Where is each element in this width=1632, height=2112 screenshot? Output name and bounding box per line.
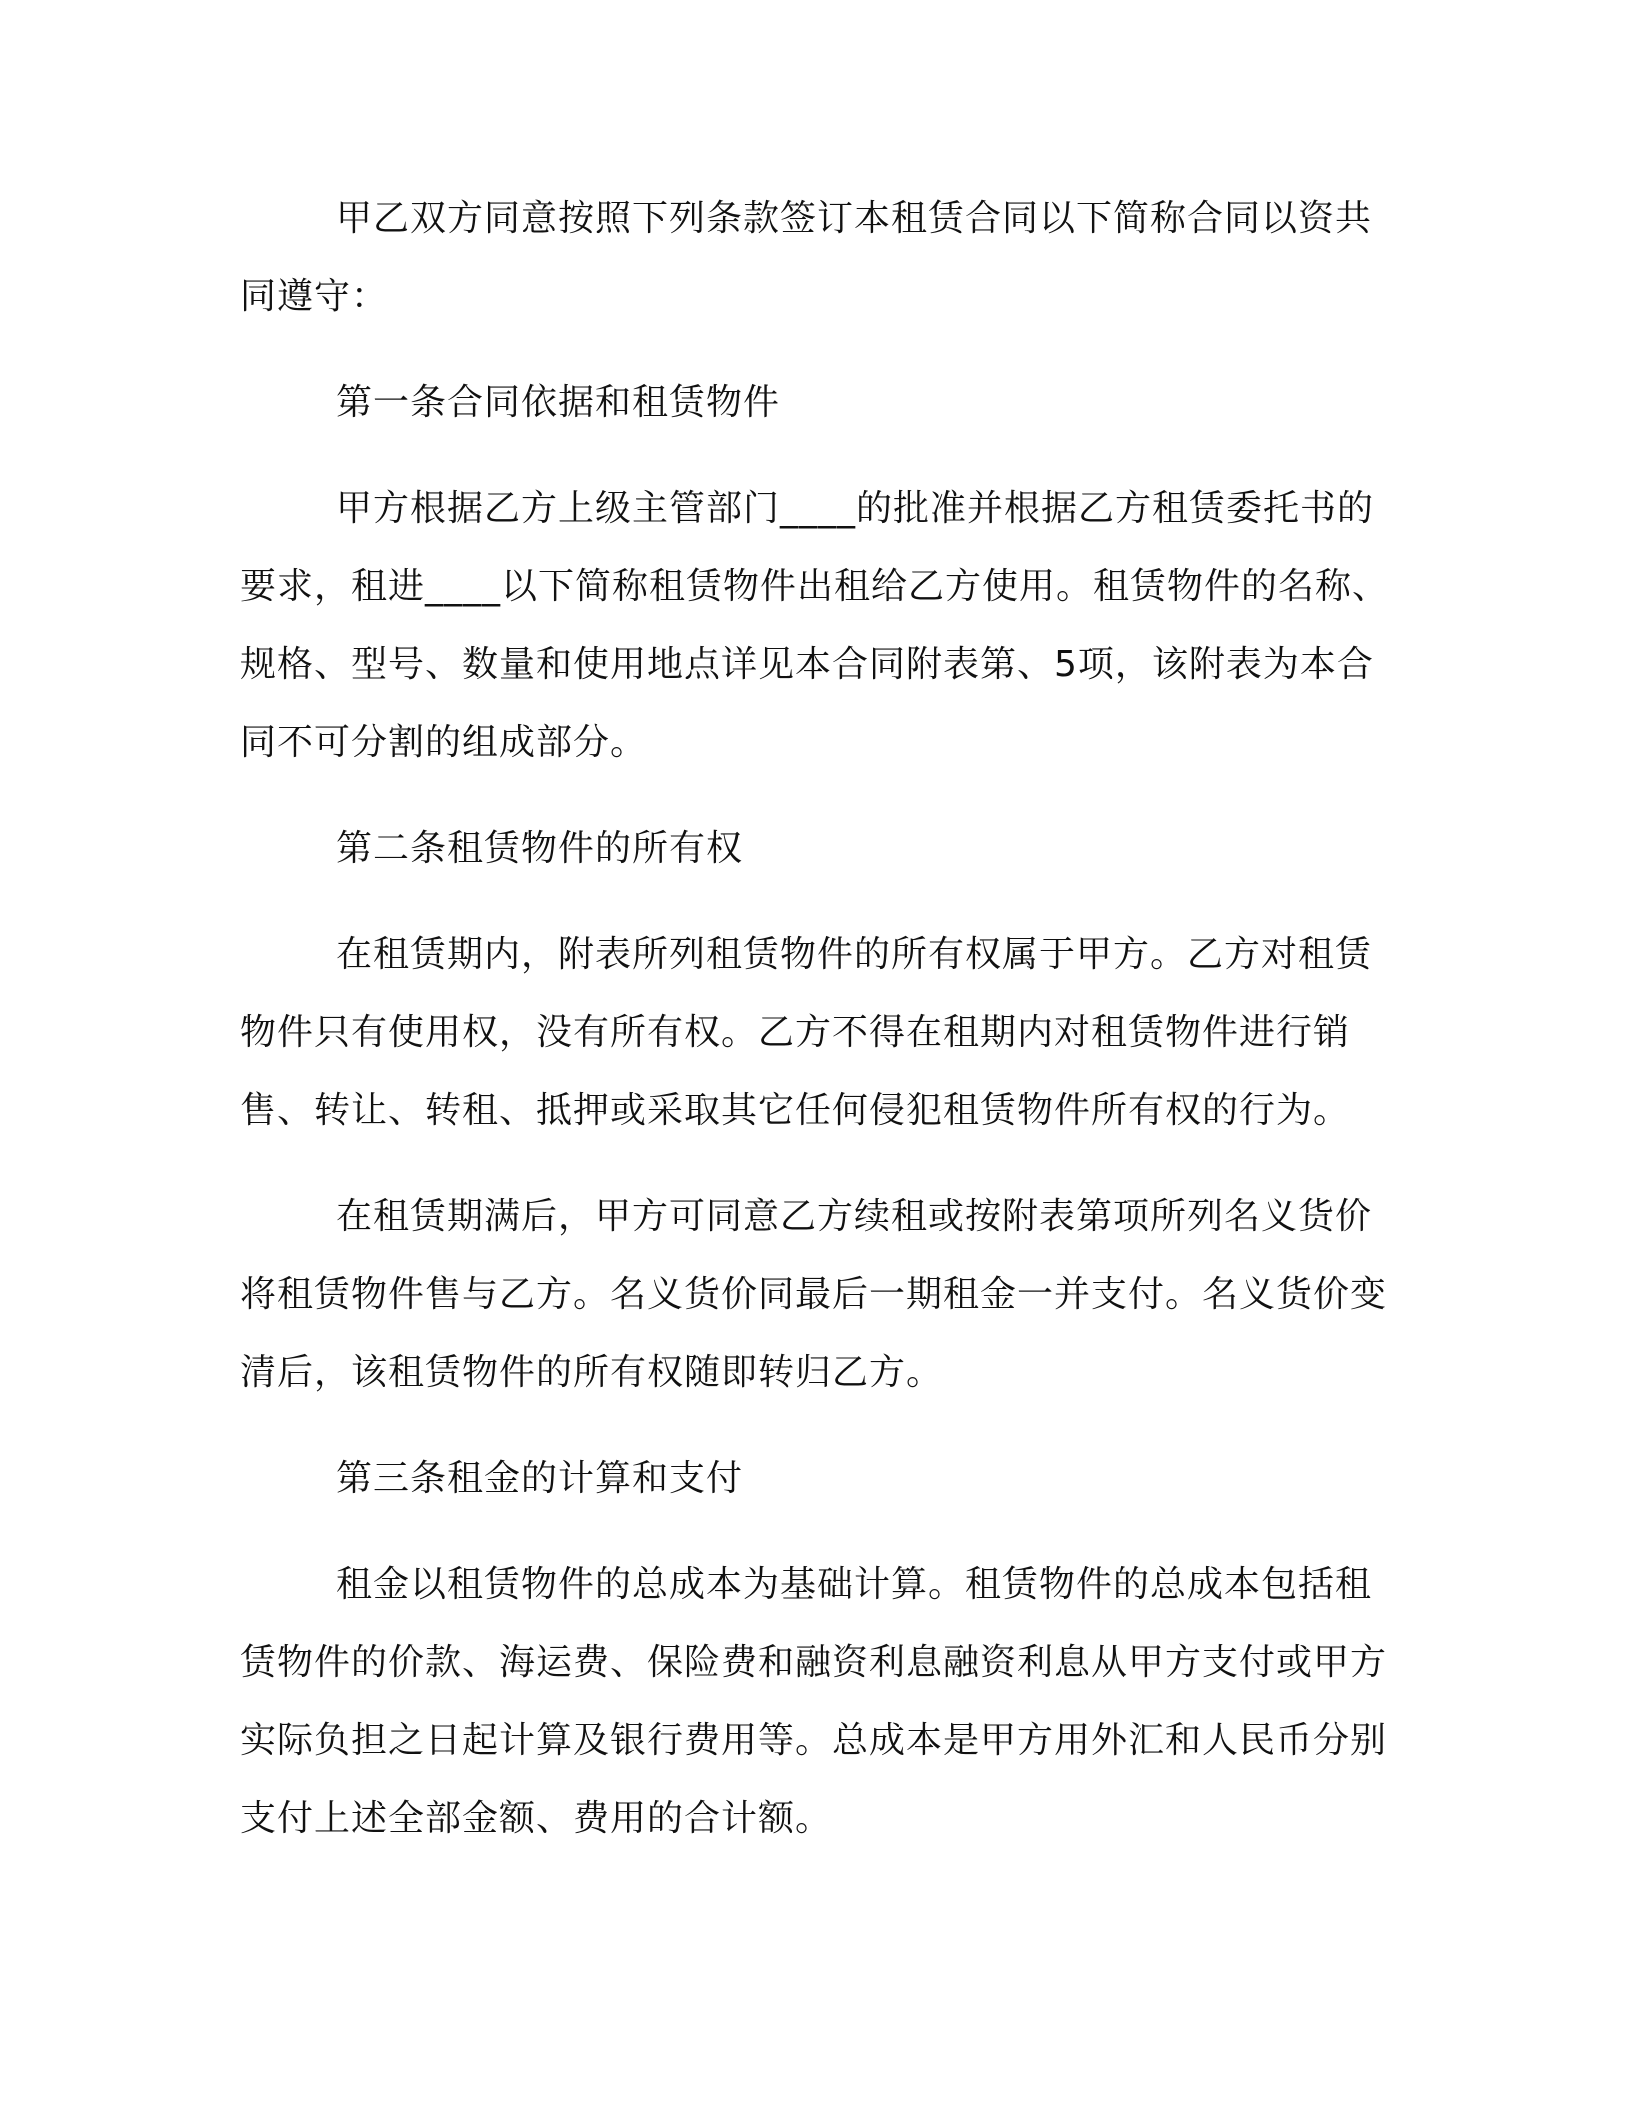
article-2-paragraph-2: 在租赁期满后，甲方可同意乙方续租或按附表第项所列名义货价将租赁物件售与乙方。名义货价同最后一期租金一并支付。名义货价变清后，该租赁物件的所有权随即转归乙方。 (240, 1196, 1388, 1393)
article-2-paragraph-1: 在租赁期内，附表所列租赁物件的所有权属于甲方。乙方对租赁物件只有使用权，没有所有权。乙方不得在租期内对租赁物件进行销售、转让、转租、抵押或采取其它任何侵犯租赁物件所有权的行为。 (240, 934, 1373, 1131)
document-body (240, 180, 1390, 1886)
article-2-heading: 第二条租赁物件的所有权 (336, 828, 744, 869)
article-3-heading: 第三条租金的计算和支付 (336, 1458, 744, 1499)
article-1-paragraph: 甲方根据乙方上级主管部门____的批准并根据乙方租赁委托书的要求，租进____以下简称租赁物件出租给乙方使用。租赁物件的名称、规格、型号、数量和使用地点详见本合同附表第、5项，该附表为本合同不可分割的组成部分。 (240, 488, 1390, 763)
intro-paragraph: 甲乙双方同意按照下列条款签订本租赁合同以下简称合同以资共同遵守： (240, 198, 1373, 317)
article-1-heading: 第一条合同依据和租赁物件 (336, 382, 781, 423)
article-3-paragraph: 租金以租赁物件的总成本为基础计算。租赁物件的总成本包括租赁物件的价款、海运费、保险费和融资利息融资利息从甲方支付或甲方实际负担之日起计算及银行费用等。总成本是甲方用外汇和人民币分别支付上述全部金额、费用的合计额。 (240, 1564, 1388, 1839)
